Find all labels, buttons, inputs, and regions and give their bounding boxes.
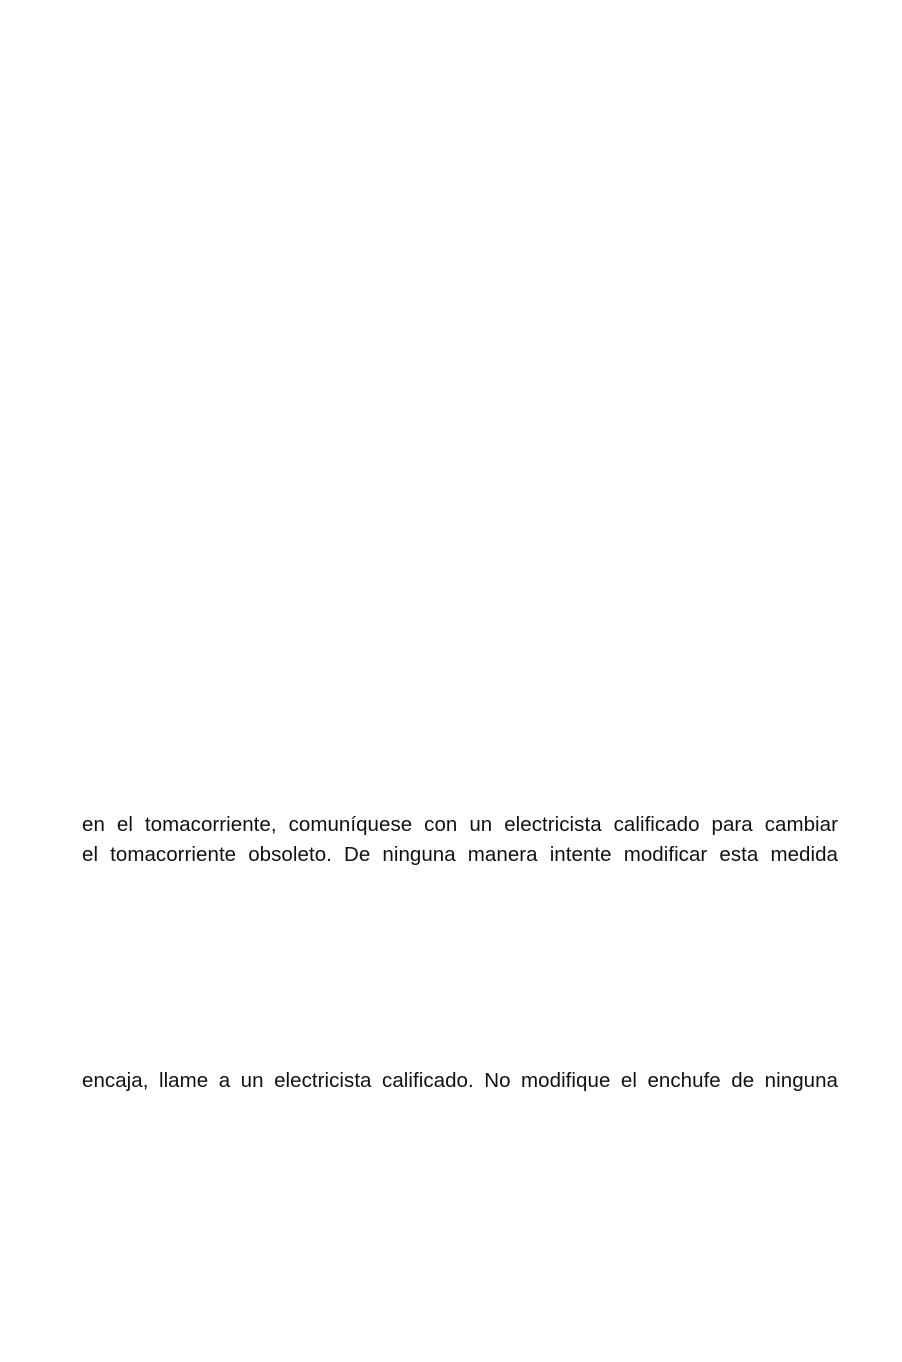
text-line-2: el tomacorriente obsoleto. De ninguna manera intente modificar esta medida	[82, 843, 838, 866]
text-line-3: encaja, llame a un electricista calificado. No modifique el enchufe de ninguna	[82, 1069, 838, 1092]
text-line-1: en el tomacorriente, comuníquese con un electricista calificado para cambiar	[82, 813, 838, 836]
